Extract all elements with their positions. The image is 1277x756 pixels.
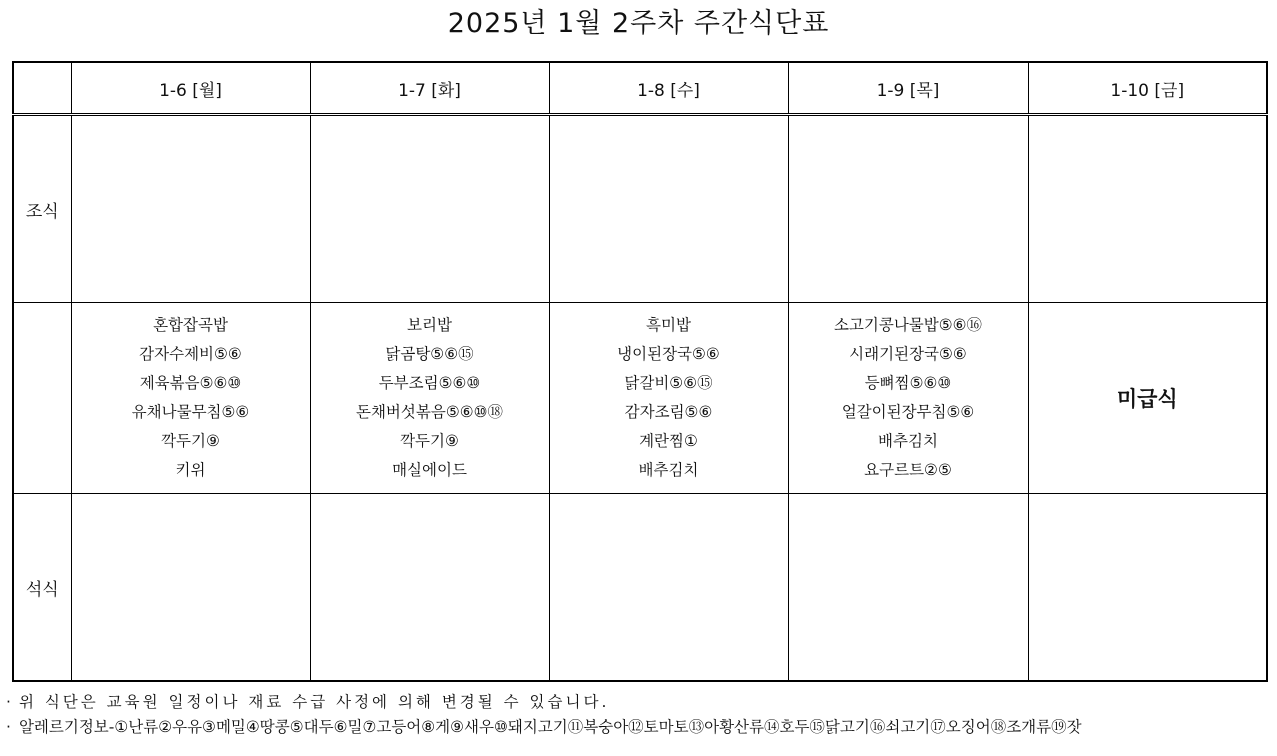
- page-title: 2025년 1월 2주차 주간식단표: [447, 8, 830, 39]
- footnote-general-text: 위 식단은 교육원 일정이나 재료 수급 사정에 의해 변경될 수 있습니다.: [18, 693, 610, 711]
- dish-item: 시래기된장국⑤⑥: [849, 345, 967, 363]
- dish-item: 유채나물무침⑤⑥: [131, 403, 250, 421]
- dinner-cell-wed: [549, 494, 788, 682]
- dish-item: 깍두기⑨: [161, 432, 220, 450]
- dish-item: 닭곰탕⑤⑥⑮: [385, 345, 474, 363]
- dish-item: 냉이된장국⑤⑥: [617, 345, 720, 363]
- lunch-cell-tue: [310, 303, 549, 494]
- bullet-icon: ·: [6, 693, 11, 711]
- corner-cell: [13, 62, 71, 115]
- dinner-cell-thu: [788, 494, 1028, 682]
- lunch-cell-thu: [788, 303, 1028, 494]
- breakfast-row: [13, 115, 1267, 303]
- day-header-thu: 1-9 [목]: [788, 62, 1028, 115]
- footnote-allergy-text: 알레르기정보-①난류②우유③메밀④땅콩⑤대두⑥밀⑦고등어⑧게⑨새우⑩돼지고기⑪복숭아⑫토마토⑬아황산류⑭호두⑮닭고기⑯쇠고기⑰오징어⑱조개류⑲잣: [18, 718, 1082, 736]
- day-header-wed: 1-8 [수]: [549, 62, 788, 115]
- weekly-menu-table: [12, 61, 1268, 682]
- dish-item: 흑미밥: [646, 316, 691, 334]
- dish-list: [789, 311, 1028, 485]
- day-header-mon: 1-6 [월]: [71, 62, 310, 115]
- dinner-cell-fri: [1028, 494, 1267, 682]
- lunch-cell-wed: [549, 303, 788, 494]
- dish-item: 얼갈이된장무침⑤⑥: [841, 403, 975, 421]
- dish-item: 배추김치: [638, 461, 699, 479]
- dish-item: 계란찜①: [639, 432, 698, 450]
- lunch-cell-mon: [71, 303, 310, 494]
- bullet-icon: ·: [6, 718, 11, 736]
- dish-item: 두부조림⑤⑥⑩: [378, 374, 481, 392]
- meal-label-lunch: [13, 303, 71, 494]
- day-header-tue: 1-7 [화]: [310, 62, 549, 115]
- dish-item: 감자수제비⑤⑥: [139, 345, 242, 363]
- dish-item: 닭갈비⑤⑥⑮: [624, 374, 713, 392]
- footnotes: [6, 690, 1271, 740]
- breakfast-cell-tue: [310, 115, 549, 303]
- footnote-allergy: [6, 715, 1271, 740]
- day-header-fri: 1-10 [금]: [1028, 62, 1267, 115]
- dish-item: 혼합잡곡밥: [153, 316, 228, 334]
- dish-item: 요구르트②⑤: [864, 461, 952, 479]
- breakfast-cell-wed: [549, 115, 788, 303]
- dish-list: [550, 311, 788, 485]
- footnote-general: [6, 690, 1271, 715]
- lunch-cell-fri: [1028, 303, 1267, 494]
- dinner-row: [13, 494, 1267, 682]
- dinner-cell-mon: [71, 494, 310, 682]
- meal-label-breakfast: 조식: [13, 115, 71, 303]
- dish-item: 돈채버섯볶음⑤⑥⑩⑱: [355, 403, 504, 421]
- dish-item: 배추김치: [878, 432, 938, 450]
- dinner-cell-tue: [310, 494, 549, 682]
- dish-item: 매실에이드: [392, 461, 467, 479]
- meal-label-dinner: 석식: [13, 494, 71, 682]
- breakfast-cell-thu: [788, 115, 1028, 303]
- dish-item: 키위: [175, 461, 206, 479]
- breakfast-cell-fri: [1028, 115, 1267, 303]
- dish-item: 보리밥: [407, 316, 452, 334]
- dish-list: [311, 311, 549, 485]
- lunch-row: [13, 303, 1267, 494]
- dish-item: 등뼈찜⑤⑥⑩: [864, 374, 952, 392]
- dish-list: [72, 311, 310, 485]
- dish-item: 감자조림⑤⑥: [624, 403, 713, 421]
- breakfast-cell-mon: [71, 115, 310, 303]
- dish-item: 깍두기⑨: [400, 432, 459, 450]
- no-meal-notice: 미급식: [1116, 387, 1178, 411]
- dish-item: 소고기콩나물밥⑤⑥⑯: [833, 316, 983, 334]
- header-row: [13, 62, 1267, 115]
- dish-item: 제육볶음⑤⑥⑩: [139, 374, 242, 392]
